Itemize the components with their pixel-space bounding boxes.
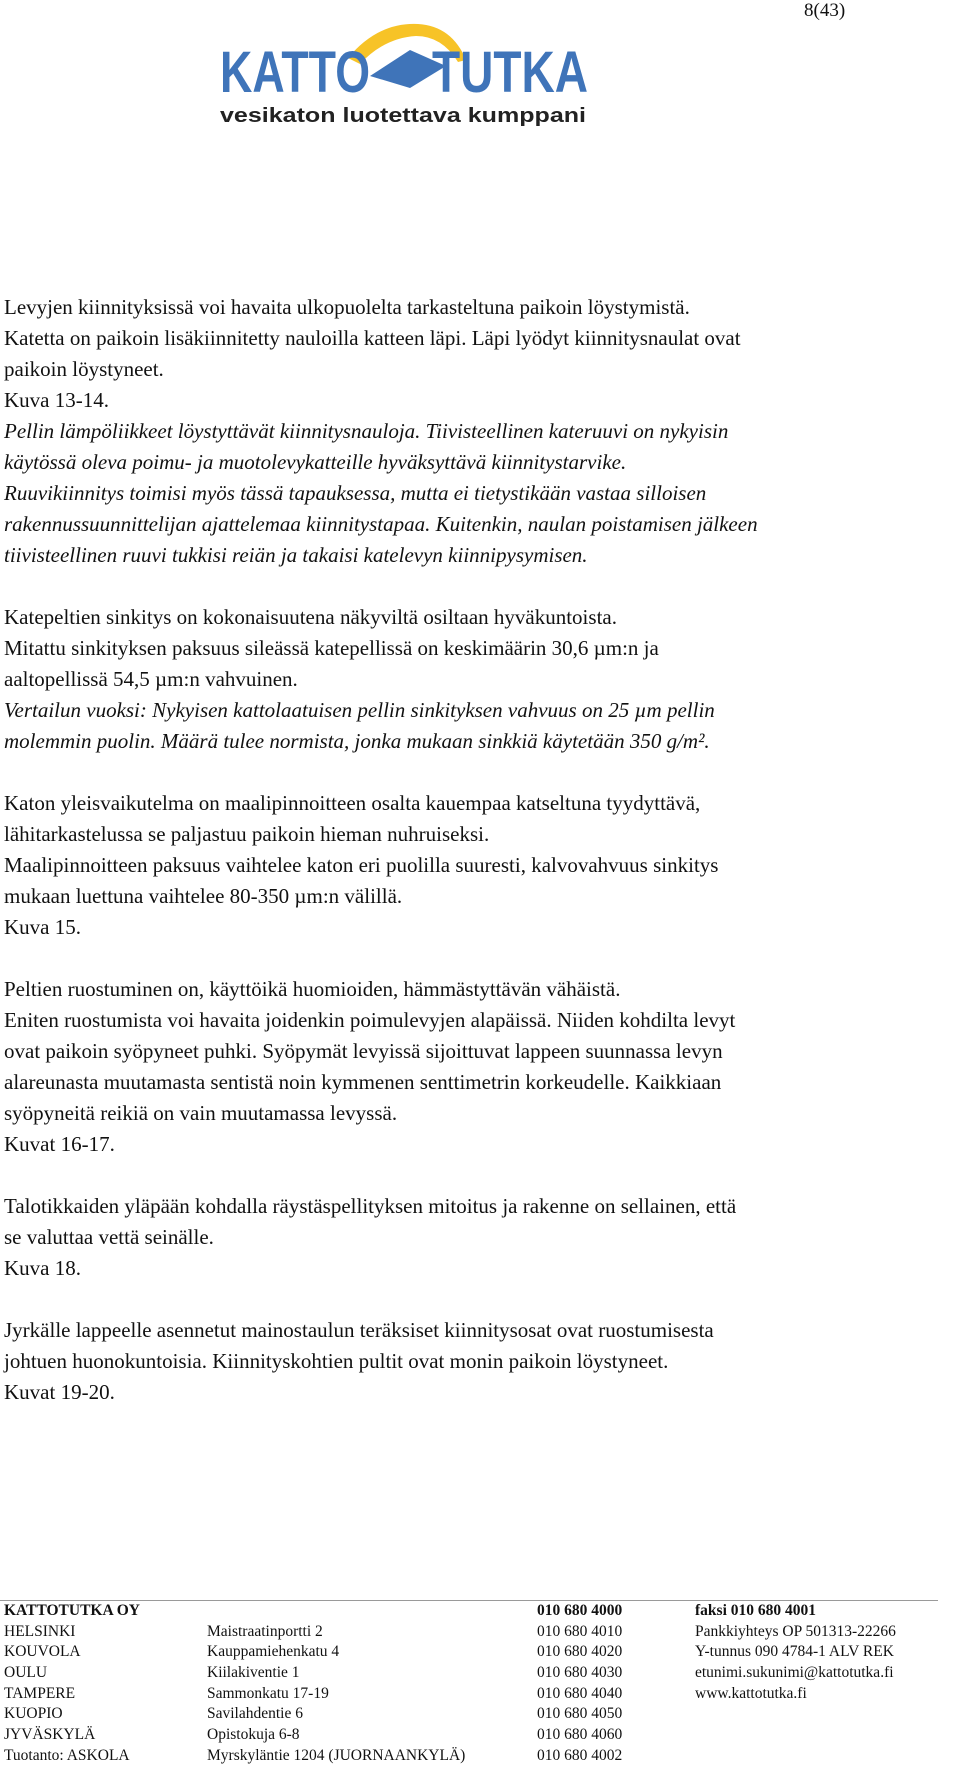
paragraph	[4, 292, 949, 571]
footer-cell: HELSINKI	[4, 1622, 76, 1640]
footer-cell: KUOPIO	[4, 1705, 63, 1723]
text-line: se valuttaa vettä seinälle.	[4, 1225, 214, 1249]
footer-row	[4, 1725, 938, 1746]
company-footer	[4, 1601, 938, 1767]
logo-graphic	[220, 18, 590, 130]
logo-tagline: vesikaton luotettava kumppani	[220, 105, 586, 127]
footer-row	[4, 1663, 938, 1684]
footer-cell: Kauppamiehenkatu 4	[207, 1643, 340, 1661]
page-number: 8(43)	[804, 0, 846, 21]
footer-row	[4, 1746, 938, 1767]
text-line: Maalipinnoitteen paksuus vaihtelee katon eri puolilla suuresti, kalvovahvuus sinkitys	[4, 853, 719, 877]
footer-cell: 010 680 4030	[537, 1664, 623, 1682]
text-line: Katon yleisvaikutelma on maalipinnoitteen osalta kauempaa katseltuna tyydyttävä,	[4, 791, 701, 815]
text-line: Vertailun vuoksi: Nykyisen kattolaatuisen pellin sinkityksen vahvuus on 25 µm pellin	[4, 698, 715, 722]
footer-cell: faksi 010 680 4001	[695, 1602, 816, 1619]
footer-cell: KATTOTUTKA OY	[4, 1602, 140, 1619]
text-line: johtuen huonokuntoisia. Kiinnityskohtien pultit ovat monin paikoin löystyneet.	[4, 1349, 669, 1373]
footer-cell: JYVÄSKYLÄ	[4, 1726, 96, 1744]
text-line: Ruuvikiinnitys toimisi myös tässä tapauksessa, mutta ei tietystikään vastaa silloisen	[4, 481, 707, 505]
text-line: käytössä oleva poimu- ja muotolevykatteille hyväksyttävä kiinnitystarvike.	[4, 450, 627, 474]
text-line: Pellin lämpöliikkeet löystyttävät kiinnitysnauloja. Tiivisteellinen kateruuvi on nykyisin	[4, 419, 729, 443]
footer-cell: 010 680 4002	[537, 1746, 623, 1764]
footer-cell: Pankkiyhteys OP 501313-22266	[695, 1622, 896, 1640]
text-line: ovat paikoin syöpyneet puhki. Syöpymät levyissä sijoittuvat lappeen suunnassa levyn	[4, 1039, 723, 1063]
footer-cell: TAMPERE	[4, 1684, 76, 1702]
footer-cell: KOUVOLA	[4, 1643, 81, 1661]
footer-cell: OULU	[4, 1664, 48, 1682]
paragraph	[4, 1315, 949, 1408]
footer-cell: 010 680 4020	[537, 1643, 623, 1661]
text-line: Kuva 15.	[4, 915, 81, 939]
text-line: lähitarkastelussa se paljastuu paikoin hieman nuhruiseksi.	[4, 822, 490, 846]
text-line: Peltien ruostuminen on, käyttöikä huomioiden, hämmästyttävän vähäistä.	[4, 977, 621, 1001]
logo-word-right: TUTKA	[432, 40, 588, 105]
text-line: Katetta on paikoin lisäkiinnitetty nauloilla katteen läpi. Läpi lyödyt kiinnitysnaulat ovat	[4, 326, 741, 350]
footer-row	[4, 1601, 938, 1622]
text-line: mukaan luettuna vaihtelee 80-350 µm:n välillä.	[4, 884, 403, 908]
text-line: alareunasta muutamasta sentistä noin kymmenen senttimetrin korkeudelle. Kaikkiaan	[4, 1070, 722, 1094]
footer-row	[4, 1642, 938, 1663]
footer-cell: Sammonkatu 17-19	[207, 1684, 329, 1702]
text-line: paikoin löystyneet.	[4, 357, 164, 381]
report-body	[4, 292, 949, 1408]
footer-cell: Savilahdentie 6	[207, 1705, 303, 1723]
text-line: syöpyneitä reikiä on vain muutamassa levyssä.	[4, 1101, 398, 1125]
footer-cell: 010 680 4010	[537, 1622, 623, 1640]
footer-cell: Opistokuja 6-8	[207, 1726, 300, 1744]
footer-cell: Y-tunnus 090 4784-1 ALV REK	[695, 1643, 894, 1661]
text-line: Talotikkaiden yläpään kohdalla räystäspellityksen mitoitus ja rakenne on sellainen, että	[4, 1194, 737, 1218]
text-line: molemmin puolin. Määrä tulee normista, jonka mukaan sinkkiä käytetään 350 g/m².	[4, 729, 710, 753]
footer-cell: 010 680 4000	[537, 1602, 623, 1619]
text-line: Kuva 13-14.	[4, 388, 109, 412]
footer-cell: Maistraatinportti 2	[207, 1622, 323, 1640]
paragraph	[4, 788, 949, 943]
paragraph	[4, 1191, 949, 1284]
text-line: Jyrkälle lappeelle asennetut mainostaulun teräksiset kiinnitysosat ovat ruostumisesta	[4, 1318, 714, 1342]
footer-cell: 010 680 4060	[537, 1726, 623, 1744]
paragraph	[4, 602, 949, 757]
footer-cell: 010 680 4050	[537, 1705, 623, 1723]
text-line: Kuvat 19-20.	[4, 1380, 115, 1404]
text-line: rakennussuunnittelijan ajattelemaa kiinnitystapaa. Kuitenkin, naulan poistamisen jälkeen	[4, 512, 758, 536]
text-line: Kuva 18.	[4, 1256, 81, 1280]
logo-word-left: KATTO	[220, 40, 370, 105]
text-line: Levyjen kiinnityksissä voi havaita ulkopuolelta tarkasteltuna paikoin löystymistä.	[4, 295, 690, 319]
text-line: Katepeltien sinkitys on kokonaisuutena näkyviltä osiltaan hyväkuntoista.	[4, 605, 617, 629]
footer-row	[4, 1622, 938, 1643]
text-line: tiivisteellinen ruuvi tukkisi reiän ja takaisi katelevyn kiinnipysymisen.	[4, 543, 588, 567]
text-line: Mitattu sinkityksen paksuus sileässä katepellissä on keskimäärin 30,6 µm:n ja	[4, 636, 659, 660]
footer-row	[4, 1684, 938, 1705]
footer-cell: www.kattotutka.fi	[695, 1684, 807, 1702]
footer-row	[4, 1704, 938, 1725]
footer-cell: Kiilakiventie 1	[207, 1664, 300, 1682]
footer-cell: 010 680 4040	[537, 1684, 623, 1702]
kattotutka-logo	[220, 18, 590, 130]
text-line: Kuvat 16-17.	[4, 1132, 115, 1156]
text-line: Eniten ruostumista voi havaita joidenkin poimulevyjen alapäissä. Niiden kohdilta levyt	[4, 1008, 736, 1032]
paragraph	[4, 974, 949, 1160]
footer-cell: Tuotanto: ASKOLA	[4, 1746, 130, 1764]
footer-cell: etunimi.sukunimi@kattotutka.fi	[695, 1664, 894, 1682]
text-line: aaltopellissä 54,5 µm:n vahvuinen.	[4, 667, 298, 691]
footer-cell: Myrskyläntie 1204 (JUORNAANKYLÄ)	[207, 1746, 466, 1764]
